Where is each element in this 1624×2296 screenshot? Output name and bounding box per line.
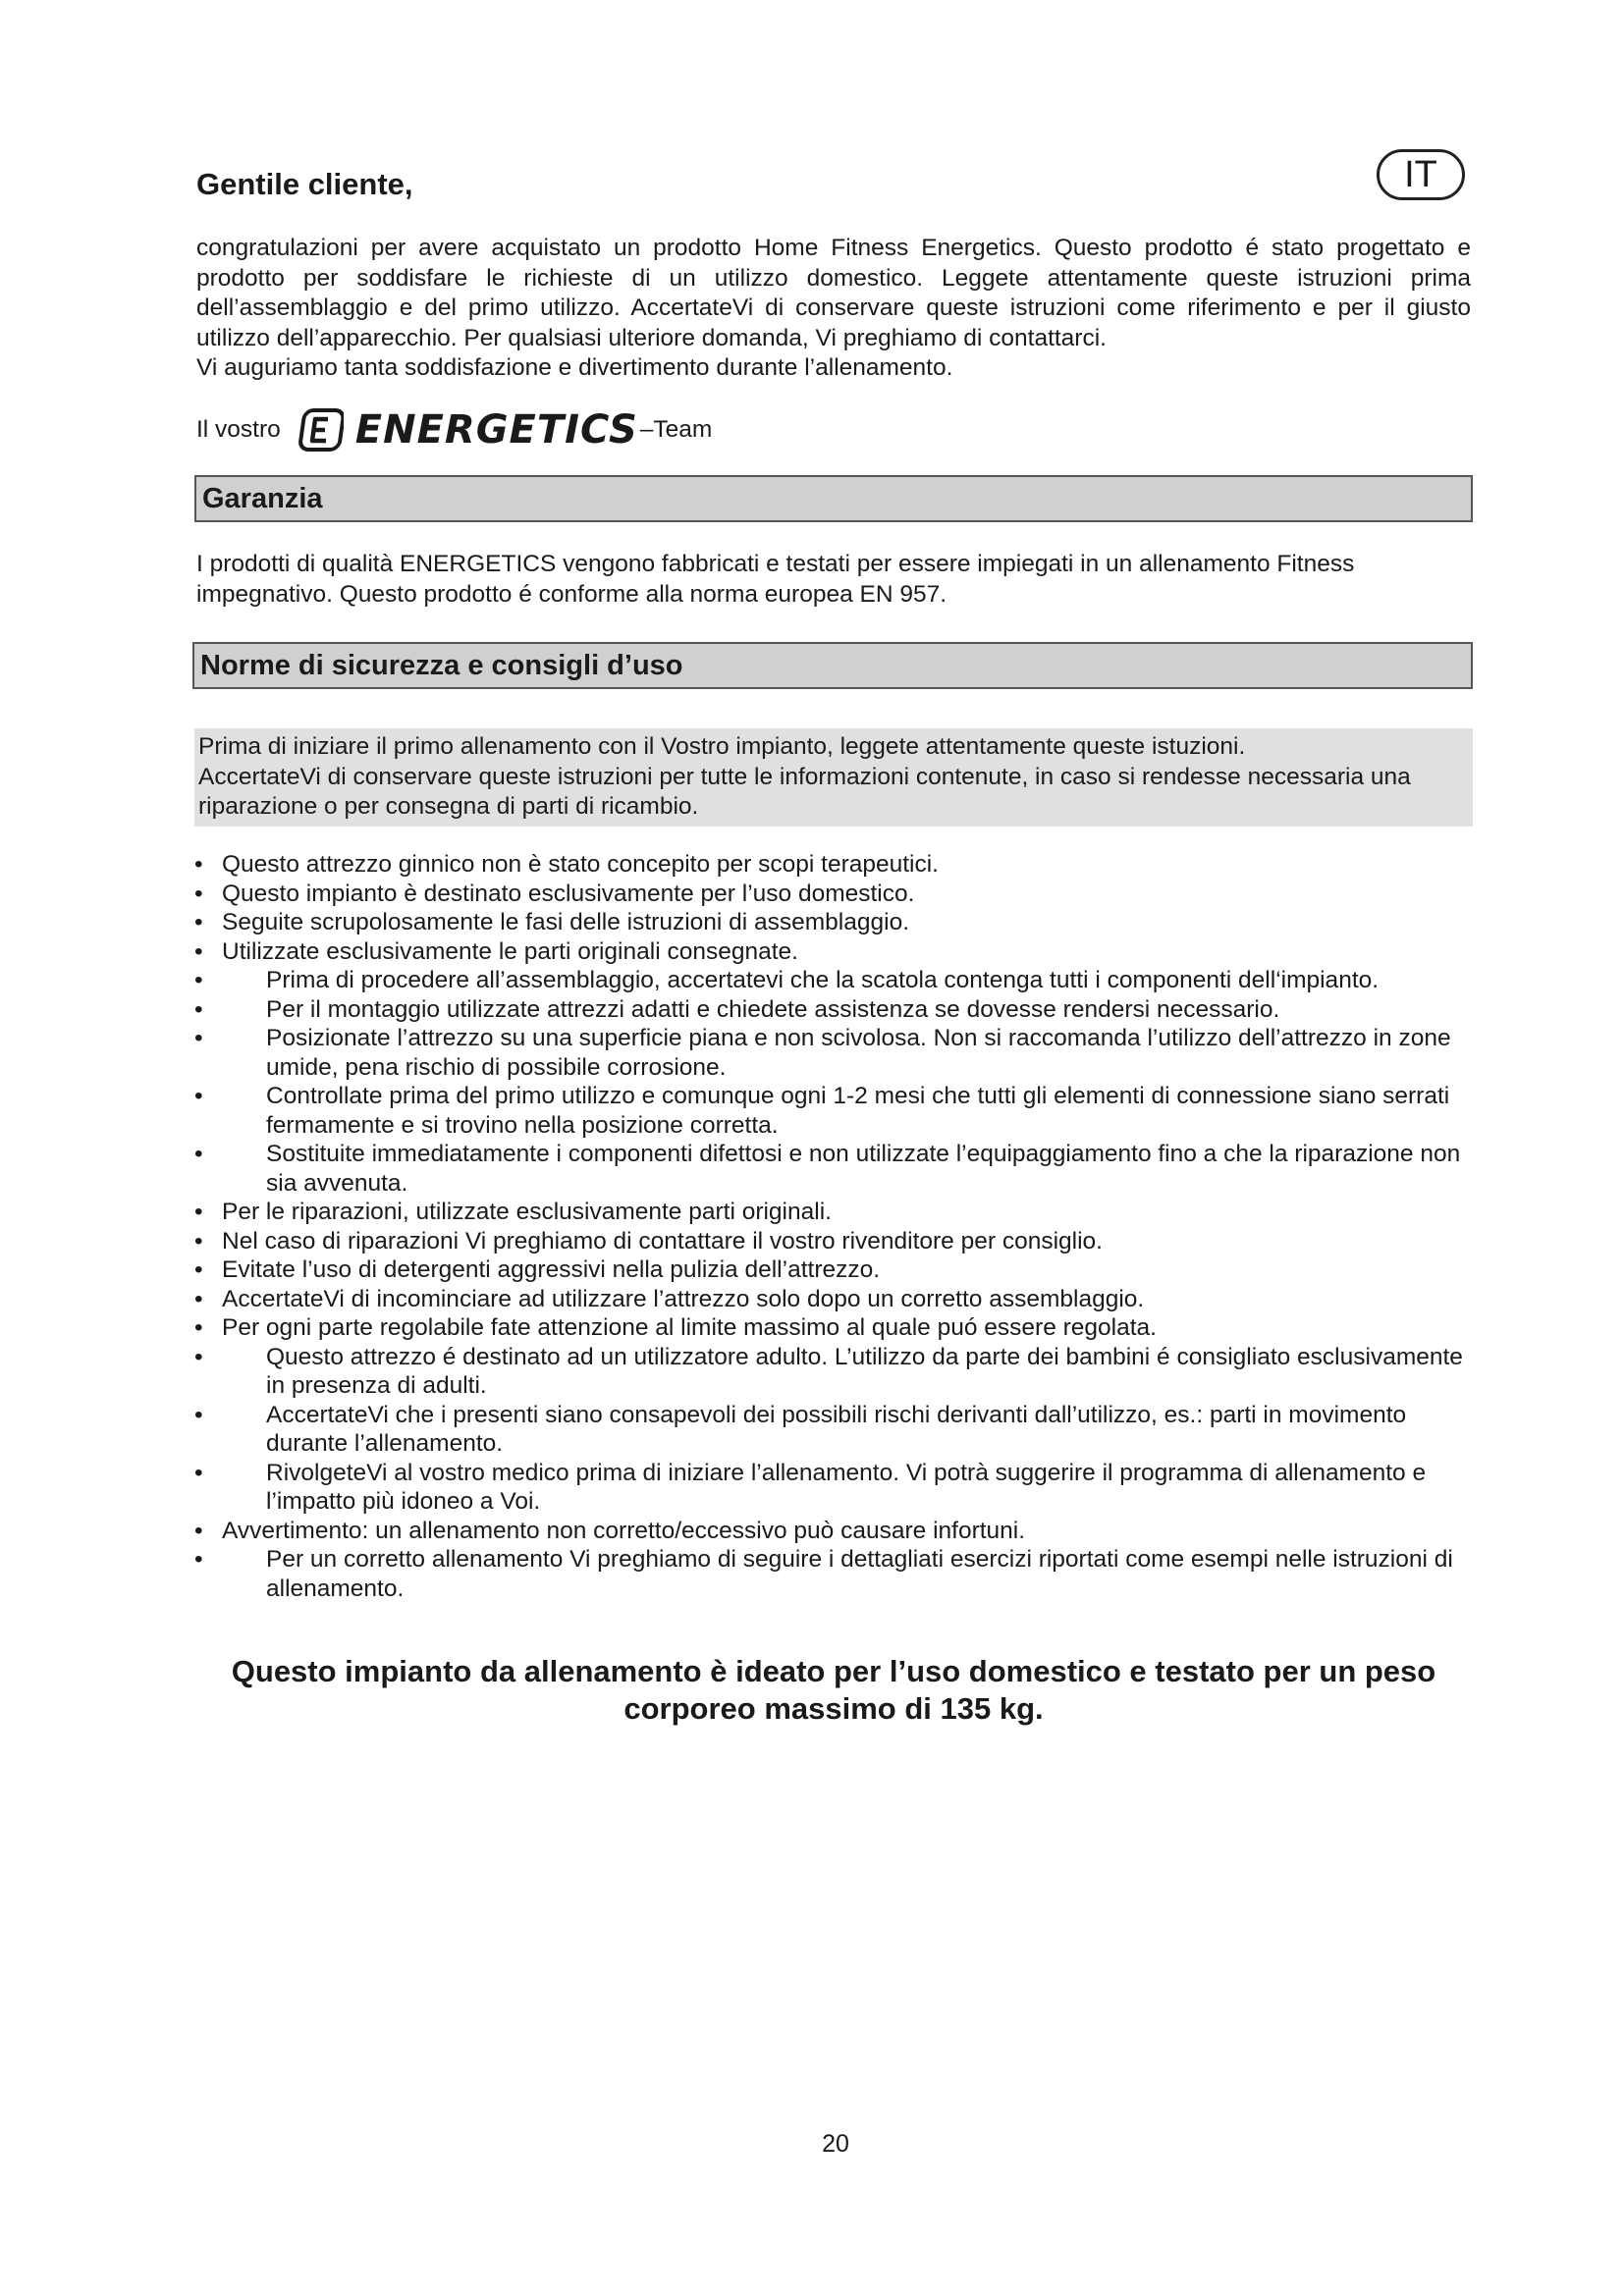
safety-notice: [194, 728, 1473, 827]
intro-section: [196, 234, 1471, 384]
safety-heading: Norme di sicurezza e consigli d’uso: [192, 642, 1473, 689]
bullet-icon: •: [194, 880, 203, 907]
list-item: [192, 850, 1479, 880]
list-item-text: Per il montaggio utilizzate attrezzi adatti e chiedete assistenza se dovesse rendersi necessario.: [266, 995, 1280, 1023]
list-item-text: Nel caso di riparazioni Vi preghiamo di contattare il vostro rivenditore per consiglio.: [222, 1227, 1103, 1255]
weight-limit-statement: [196, 1653, 1471, 1728]
list-item: [192, 880, 1479, 909]
intro-paragraph: congratulazioni per avere acquistato un prodotto Home Fitness Energetics. Questo prodotto é stato progettato e prodotto per soddisfare le richieste di un utilizzo domestico. Leggete attentamente queste istruzioni prima dell’assemblaggio e del primo utilizzo. AccertateVi di conservare queste istruzioni come riferimento e per il giusto utilizzo dell’apparecchio. Per qualsiasi ulteriore domanda, Vi preghiamo di contattarci.: [196, 235, 1471, 351]
list-item: [192, 908, 1479, 937]
guarantee-text: I prodotti di qualità ENERGETICS vengono fabbricati e testati per essere impiegati in un allenamento Fitness impegnativo. Questo prodotto é conforme alla norma europea EN 957.: [196, 551, 1355, 608]
guarantee-section: [196, 550, 1471, 610]
bullet-icon: •: [194, 967, 203, 993]
list-item-text: AccertateVi di incominciare ad utilizzare l’attrezzo solo dopo un corretto assemblaggio.: [222, 1285, 1145, 1312]
guarantee-heading: Garanzia: [194, 475, 1473, 522]
list-item-text: Per un corretto allenamento Vi preghiamo di seguire i dettagliati esercizi riportati come esempi nelle istruzioni di allenamento.: [266, 1546, 1453, 1602]
list-item: [192, 1082, 1479, 1140]
list-item: [192, 1459, 1479, 1517]
bullet-icon: •: [194, 1285, 203, 1312]
list-item-text: Per le riparazioni, utilizzate esclusivamente parti originali.: [222, 1199, 832, 1225]
bullet-icon: •: [194, 1141, 203, 1167]
list-item: [192, 1024, 1479, 1082]
list-item-text: Posizionate l’attrezzo su una superficie piana e non scivolosa. Non si raccomanda l’utilizzo dell’attrezzo in zone umide, pena rischio di possibile corrosione.: [266, 1025, 1451, 1081]
energetics-logo-wordmark: ENERGETICS: [354, 407, 638, 453]
list-item: [192, 966, 1479, 995]
safety-rules-list: [192, 850, 1479, 1603]
list-item-text: AccertateVi che i presenti siano consapevoli dei possibili rischi derivanti dall’utilizzo, es.: parti in movimento durante l’allenamento.: [266, 1401, 1407, 1457]
bullet-icon: •: [194, 1227, 203, 1255]
signature-label: Il vostro: [196, 416, 281, 443]
list-item: [192, 1255, 1479, 1285]
bullet-icon: •: [194, 1517, 203, 1544]
page-number: 20: [822, 2130, 849, 2158]
list-item: [192, 1313, 1479, 1343]
conclusion-line-1: Questo impianto da allenamento è ideato per l’uso domestico e testato per un peso: [231, 1654, 1436, 1688]
bullet-icon: •: [194, 1256, 203, 1283]
bullet-icon: •: [194, 851, 203, 878]
list-item: [192, 1545, 1479, 1603]
list-item-text: Per ogni parte regolabile fate attenzione al limite massimo al quale puó essere regolata.: [222, 1314, 1157, 1341]
list-item-text: Prima di procedere all’assemblaggio, accertatevi che la scatola contenga tutti i componenti dell‘impianto.: [266, 967, 1380, 993]
list-item: [192, 1140, 1479, 1198]
list-item: [192, 1343, 1479, 1401]
list-item-text: Evitate l’uso di detergenti aggressivi nella pulizia dell’attrezzo.: [222, 1256, 881, 1283]
list-item-text: Controllate prima del primo utilizzo e comunque ogni 1-2 mesi che tutti gli elementi di connessione siano serrati fermamente e si trovino nella posizione corretta.: [266, 1083, 1450, 1139]
list-item-text: Questo attrezzo ginnico non è stato concepito per scopi terapeutici.: [222, 851, 939, 878]
list-item: [192, 1285, 1479, 1314]
bullet-icon: •: [194, 1314, 203, 1341]
bullet-icon: •: [194, 1546, 203, 1573]
list-item: [192, 1517, 1479, 1546]
list-item: [192, 937, 1479, 967]
greeting-heading: Gentile cliente,: [196, 167, 413, 201]
list-item: [192, 1198, 1479, 1227]
list-item: [192, 1227, 1479, 1256]
signature-team: –Team: [639, 416, 713, 443]
bullet-icon: •: [194, 1083, 203, 1109]
list-item: [192, 1401, 1479, 1459]
list-item: [192, 995, 1479, 1025]
list-item-text: RivolgeteVi al vostro medico prima di iniziare l’allenamento. Vi potrà suggerire il programma di allenamento e l’impatto più idoneo a Voi.: [266, 1459, 1427, 1515]
list-item-text: Questo attrezzo é destinato ad un utilizzatore adulto. L’utilizzo da parte dei bambini é consigliato esclusivamente in presenza di adulti.: [266, 1343, 1463, 1399]
bullet-icon: •: [194, 1025, 203, 1051]
list-item-text: Seguite scrupolosamente le fasi delle istruzioni di assemblaggio.: [222, 909, 909, 935]
list-item-text: Sostituite immediatamente i componenti difettosi e non utilizzate l’equipaggiamento fino a che la riparazione non sia avvenuta.: [266, 1141, 1461, 1197]
bullet-icon: •: [194, 995, 203, 1023]
bullet-icon: •: [194, 1343, 203, 1370]
energetics-logo: [298, 407, 638, 453]
conclusion-line-2: corporeo massimo di 135 kg.: [623, 1691, 1044, 1726]
bullet-icon: •: [194, 909, 203, 935]
list-item-text: Avvertimento: un allenamento non corretto/eccessivo può causare infortuni.: [222, 1517, 1026, 1544]
bullet-icon: •: [194, 1401, 203, 1428]
intro-closing: Vi auguriamo tanta soddisfazione e divertimento durante l’allenamento.: [196, 354, 953, 381]
signature: [196, 402, 712, 457]
notice-line-2: AccertateVi di conservare queste istruzioni per tutte le informazioni contenute, in caso si rendesse necessaria una riparazione o per consegna di parti di ricambio.: [198, 763, 1411, 820]
bullet-icon: •: [194, 1459, 203, 1486]
list-item-text: Questo impianto è destinato esclusivamente per l’uso domestico.: [222, 880, 915, 907]
list-item-text: Utilizzate esclusivamente le parti originali consegnate.: [222, 937, 798, 965]
bullet-icon: •: [194, 937, 203, 965]
notice-line-1: Prima di iniziare il primo allenamento con il Vostro impianto, leggete attentamente queste istuzioni.: [198, 733, 1246, 760]
energetics-logo-icon: [298, 407, 344, 453]
language-badge: IT: [1377, 149, 1465, 200]
bullet-icon: •: [194, 1199, 203, 1225]
